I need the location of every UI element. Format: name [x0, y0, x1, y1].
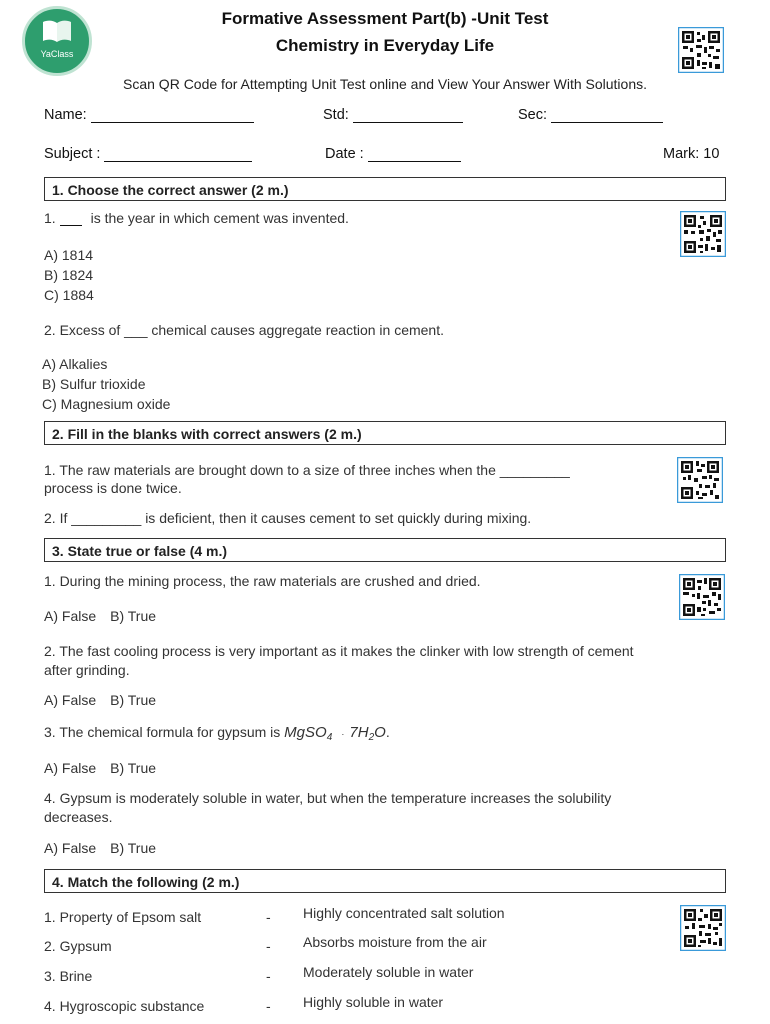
s3-q2-options	[44, 692, 156, 708]
match-dash: -	[266, 968, 271, 984]
qr-graphic	[679, 574, 725, 620]
match-right-4: Highly soluble in water	[303, 994, 444, 1010]
s2-question-1-line-2: process is done twice.	[44, 480, 182, 496]
s3-q3-options	[44, 760, 156, 776]
qr-code-icon[interactable]	[680, 905, 726, 951]
std-line	[353, 108, 463, 123]
s3-q3-option-false[interactable]: A) False	[44, 760, 97, 776]
match-right-3: Moderately soluble in water	[303, 964, 474, 980]
match-left-3: 3. Brine	[44, 968, 93, 984]
mark-label: Mark: 10	[663, 146, 720, 162]
section-2-header	[44, 421, 726, 445]
gypsum-formula: MgSO$_4$ · $7H_2O$	[284, 724, 386, 743]
s3-question-2-line-1: 2. The fast cooling process is very important as it makes the clinker with low strength of cement	[44, 643, 634, 659]
logo-text: YaClass	[40, 49, 74, 59]
s3-question-4-line-1: 4. Gypsum is moderately soluble in water, but when the temperature increases the solubility	[44, 790, 612, 806]
s1-q2-option-c[interactable]: C) Magnesium oxide	[42, 396, 171, 412]
sec-label: Sec:	[518, 107, 548, 123]
s3-q3-text: 3. The chemical formula for gypsum is	[44, 724, 281, 740]
s3-q3-option-true[interactable]: B) True	[110, 760, 157, 776]
s1-q1-option-c[interactable]: C) 1884	[44, 287, 94, 303]
s3-q1-options	[44, 608, 156, 624]
match-right-2: Absorbs moisture from the air	[303, 934, 487, 950]
s3-question-3: 3. The chemical formula for gypsum is MgSO$_4$ · $7H_2O$.	[44, 724, 390, 743]
section-2-title: 2. Fill in the blanks with correct answers (2 m.)	[52, 426, 362, 442]
s1-q1-text: is the year in which cement was invented.	[90, 210, 349, 226]
subject-field[interactable]	[44, 146, 252, 162]
section-4-title: 4. Match the following (2 m.)	[52, 874, 240, 890]
qr-code-icon[interactable]	[678, 27, 724, 73]
std-label: Std:	[323, 107, 349, 123]
qr-code-icon[interactable]	[680, 211, 726, 257]
name-label: Name:	[44, 107, 87, 123]
s3-question-4-line-2: decreases.	[44, 809, 113, 825]
subject-label: Subject :	[44, 146, 101, 162]
sec-line	[551, 108, 663, 123]
s1-q1-blank	[60, 213, 82, 226]
match-left-2: 2. Gypsum	[44, 938, 112, 954]
scan-instruction: Scan QR Code for Attempting Unit Test online and View Your Answer With Solutions.	[123, 76, 647, 92]
section-4-header	[44, 869, 726, 893]
s1-q2-option-b[interactable]: B) Sulfur trioxide	[42, 376, 146, 392]
match-dash: -	[266, 909, 271, 925]
s2-question-2: 2. If _________ is deficient, then it causes cement to set quickly during mixing.	[44, 510, 532, 526]
qr-graphic	[680, 905, 726, 951]
name-field[interactable]	[44, 107, 254, 123]
s3-q1-option-false[interactable]: A) False	[44, 608, 97, 624]
s1-q1-option-b[interactable]: B) 1824	[44, 267, 94, 283]
match-right-1: Highly concentrated salt solution	[303, 905, 505, 921]
section-1-header	[44, 177, 726, 201]
qr-graphic	[680, 211, 726, 257]
s3-q4-option-true[interactable]: B) True	[110, 840, 157, 856]
s3-q2-option-false[interactable]: A) False	[44, 692, 97, 708]
page-subtitle: Chemistry in Everyday Life	[275, 36, 495, 55]
section-3-title: 3. State true or false (4 m.)	[52, 543, 228, 559]
s3-question-1: 1. During the mining process, the raw materials are crushed and dried.	[44, 573, 481, 589]
s1-q1-number: 1.	[44, 210, 56, 226]
qr-graphic	[678, 27, 724, 73]
std-field[interactable]	[323, 107, 463, 123]
page-title: Formative Assessment Part(b) -Unit Test	[221, 9, 549, 28]
match-dash: -	[266, 998, 271, 1014]
match-left-1: 1. Property of Epsom salt	[44, 909, 202, 925]
date-field[interactable]	[325, 146, 461, 162]
s1-question-2: 2. Excess of ___ chemical causes aggregate reaction in cement.	[44, 322, 444, 338]
qr-code-icon[interactable]	[677, 457, 723, 503]
match-dash: -	[266, 938, 271, 954]
qr-code-icon[interactable]	[679, 574, 725, 620]
date-label: Date :	[325, 146, 364, 162]
qr-graphic	[677, 457, 723, 503]
name-line	[91, 108, 254, 123]
s1-q1-option-a[interactable]: A) 1814	[44, 247, 94, 263]
s3-q1-option-true[interactable]: B) True	[110, 608, 157, 624]
s2-question-1-line-1: 1. The raw materials are brought down to a size of three inches when the _________	[44, 462, 570, 478]
section-3-header	[44, 538, 726, 562]
s1-q2-option-a[interactable]: A) Alkalies	[42, 356, 108, 372]
subject-line	[104, 147, 252, 162]
s1-question-1	[44, 210, 349, 226]
date-line	[368, 147, 461, 162]
s3-q2-option-true[interactable]: B) True	[110, 692, 157, 708]
s3-question-2-line-2: after grinding.	[44, 662, 130, 678]
s3-q4-option-false[interactable]: A) False	[44, 840, 97, 856]
sec-field[interactable]	[518, 107, 663, 123]
match-left-4: 4. Hygroscopic substance	[44, 998, 205, 1014]
section-1-title: 1. Choose the correct answer (2 m.)	[52, 182, 289, 198]
s3-q4-options	[44, 840, 156, 856]
